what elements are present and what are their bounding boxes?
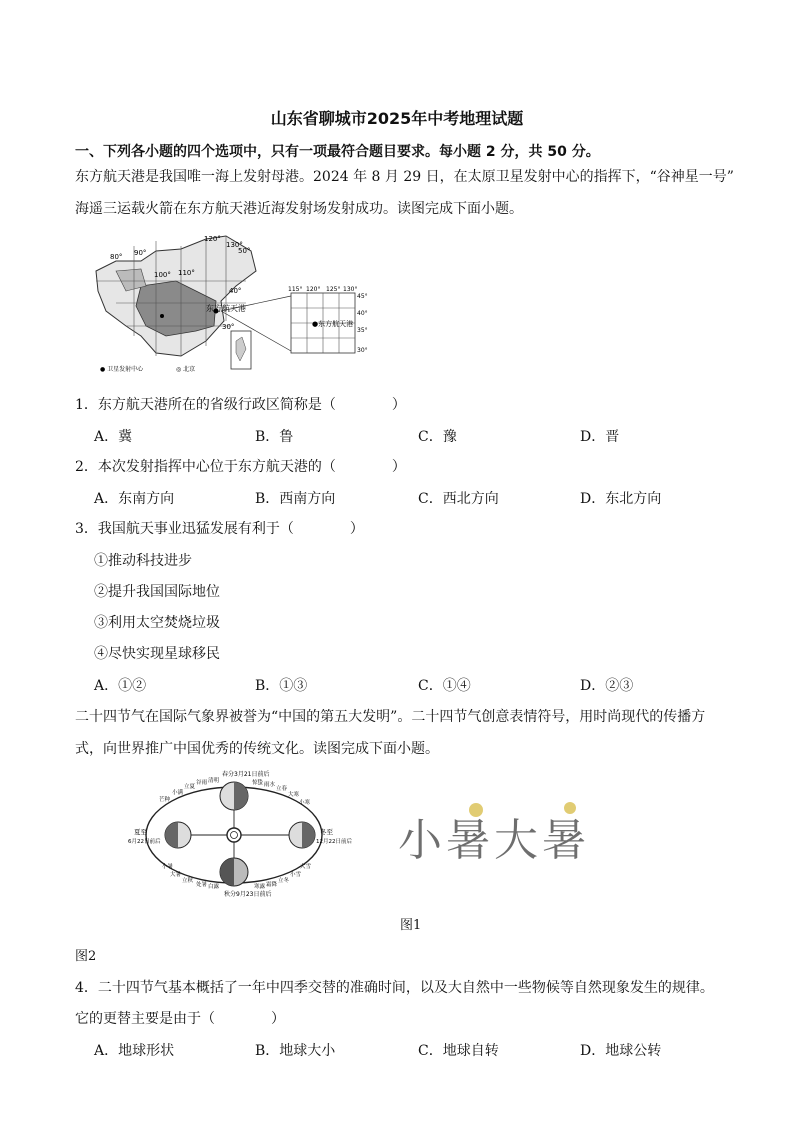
map-lat-label: 30° <box>222 323 235 331</box>
label-autumn-equinox: 秋分9月23日前后 <box>224 891 272 898</box>
map-lon-label: 100° <box>154 271 171 279</box>
map-lon-label: 130° <box>226 241 243 249</box>
q2-option-b[interactable]: B．西南方向 <box>255 491 336 507</box>
q1-option-d[interactable]: D．晋 <box>580 429 620 445</box>
term-label: 小雪 <box>290 872 302 878</box>
term-label: 寒露 <box>254 884 266 890</box>
page-title: 山东省聊城市2025年中考地理试题 <box>270 109 524 128</box>
term-label: 芒种 <box>159 797 171 803</box>
q4-option-d[interactable]: D．地球公转 <box>580 1043 662 1059</box>
inset-lon: 130° <box>343 286 358 293</box>
inset-lon: 115° <box>288 286 303 293</box>
term-label: 小寒 <box>299 800 311 806</box>
inset-lat: 30° <box>357 347 368 354</box>
label-winter-date: 12月22日前后 <box>316 839 352 845</box>
section-heading: 一、下列各小题的四个选项中，只有一项最符合题目要求。每小题 2 分，共 50 分。 <box>75 144 600 160</box>
q2-stem: 2．本次发射指挥中心位于东方航天港的（ ） <box>75 459 406 475</box>
earth-autumn-icon <box>220 858 248 886</box>
intro2-line2: 式，向世界推广中国优秀的传统文化。读图完成下面小题。 <box>75 741 439 757</box>
figure-1-caption: 图1 <box>400 918 422 933</box>
earth-winter-icon <box>289 822 315 848</box>
term-label: 立冬 <box>278 878 290 884</box>
inset-lat: 45° <box>357 293 368 300</box>
inset-port-label: ●东方航天港 <box>312 320 354 328</box>
label-spring-equinox: 春分3月21日前后 <box>222 771 270 778</box>
term-label: 立夏 <box>184 784 196 790</box>
term-label: 谷雨 <box>196 780 208 786</box>
q3-item-3: ③利用太空焚烧垃圾 <box>94 615 220 631</box>
inset-lat: 40° <box>357 310 368 317</box>
q4-stem-line2: 它的更替主要是由于（ ） <box>75 1011 285 1027</box>
q3-item-1: ①推动科技进步 <box>94 553 192 569</box>
emoji-text: 小暑大暑 <box>398 815 590 866</box>
china-map-figure <box>86 231 376 379</box>
q1-option-a[interactable]: A．冀 <box>94 429 133 445</box>
label-summer-solstice: 夏至 <box>134 828 147 836</box>
map-legend-beijing: ◎ 北京 <box>176 366 196 373</box>
term-label: 大暑 <box>170 872 182 878</box>
term-label: 处暑 <box>196 882 208 888</box>
term-label: 立秋 <box>182 878 194 884</box>
q2-option-c[interactable]: C．西北方向 <box>418 491 499 507</box>
solar-term-emoji-image <box>398 800 618 866</box>
q4-option-c[interactable]: C．地球自转 <box>418 1043 499 1059</box>
q1-option-c[interactable]: C．豫 <box>418 429 457 445</box>
term-label: 小满 <box>172 790 184 796</box>
q3-stem: 3．我国航天事业迅猛发展有利于（ ） <box>75 521 364 537</box>
inset-lon: 120° <box>306 286 321 293</box>
map-lon-label: 120° <box>204 235 221 243</box>
term-label: 立春 <box>276 786 288 792</box>
figure-2-caption: 图2 <box>75 949 97 964</box>
term-label: 惊蛰 <box>252 780 264 786</box>
q3-option-d[interactable]: D．②③ <box>580 678 634 694</box>
term-label: 大寒 <box>288 792 300 798</box>
term-label: 小暑 <box>162 864 174 870</box>
term-label: 雨水 <box>264 782 276 788</box>
q1-stem: 1．东方航天港所在的省级行政区简称是（ ） <box>75 397 406 413</box>
q4-stem-line1: 4．二十四节气基本概括了一年中四季交替的准确时间，以及大自然中一些物候等自然现象发生的规律。 <box>75 980 714 996</box>
map-legend-launch-center: ● 卫星发射中心 <box>100 366 144 373</box>
q2-option-d[interactable]: D．东北方向 <box>580 491 662 507</box>
q2-option-a[interactable]: A．东南方向 <box>94 491 175 507</box>
q3-option-a[interactable]: A．①② <box>94 678 147 694</box>
map-lon-label: 80° <box>110 253 123 261</box>
q4-option-b[interactable]: B．地球大小 <box>255 1043 336 1059</box>
earth-spring-icon <box>220 782 248 810</box>
intro1-line1: 东方航天港是我国唯一海上发射母港。2024 年 8 月 29 日，在太原卫星发射中心的指挥下，“谷神星一号” <box>75 169 734 185</box>
solar-terms-orbit-diagram <box>104 768 352 900</box>
term-label: 清明 <box>208 778 220 784</box>
earth-summer-icon <box>165 822 191 848</box>
label-winter-solstice: 冬至 <box>320 828 333 836</box>
q3-item-4: ④尽快实现星球移民 <box>94 646 220 662</box>
port-label: 东方航天港 <box>206 304 246 313</box>
q3-option-c[interactable]: C．①④ <box>418 678 471 694</box>
intro2-line1: 二十四节气在国际气象界被誉为“中国的第五大发明”。二十四节气创意表情符号，用时尚现代的传播方 <box>75 709 706 725</box>
q3-option-b[interactable]: B．①③ <box>255 678 308 694</box>
q3-item-2: ②提升我国国际地位 <box>94 584 220 600</box>
map-lat-label: 40° <box>229 287 242 295</box>
term-label: 大雪 <box>300 864 312 870</box>
inset-lon: 125° <box>326 286 341 293</box>
map-lon-label: 90° <box>134 249 147 257</box>
intro1-line2: 海遥三运载火箭在东方航天港近海发射场发射成功。读图完成下面小题。 <box>75 201 523 217</box>
map-lat-label: 50° <box>238 247 251 255</box>
map-lon-label: 110° <box>178 269 195 277</box>
q4-option-a[interactable]: A．地球形状 <box>94 1043 175 1059</box>
label-summer-date: 6月22日前后 <box>128 839 161 845</box>
term-label: 白露 <box>208 884 220 890</box>
q1-option-b[interactable]: B．鲁 <box>255 429 294 445</box>
term-label: 霜降 <box>266 882 278 888</box>
inset-lat: 35° <box>357 327 368 334</box>
